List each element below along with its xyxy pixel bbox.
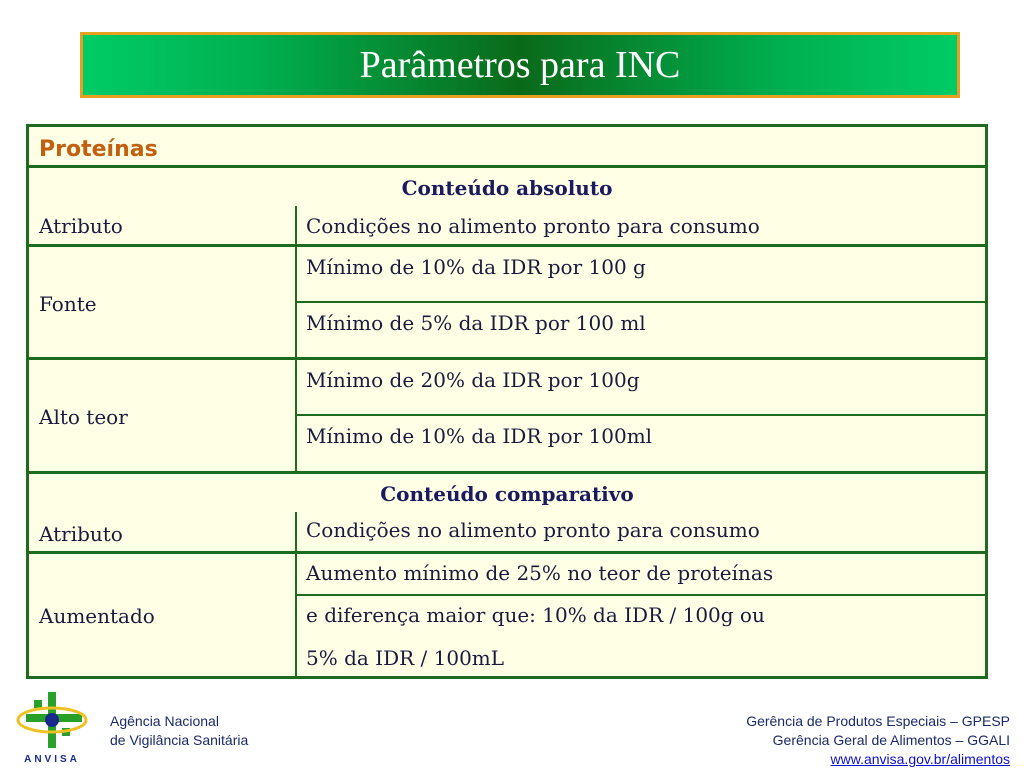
table-header-proteinas: Proteínas xyxy=(39,137,158,162)
aumentado-line2: e diferença maior que: 10% da IDR / 100g ou xyxy=(306,603,765,627)
aumentado-line1: Aumento mínimo de 25% no teor de proteínas xyxy=(306,561,774,585)
aumentado-line3: 5% da IDR / 100mL xyxy=(306,646,505,670)
alto-teor-row xyxy=(29,360,985,474)
column-divider xyxy=(295,206,297,244)
fonte-line2: Mínimo de 5% da IDR por 100 ml xyxy=(306,311,646,335)
row-divider xyxy=(295,414,985,416)
table-header-row xyxy=(29,127,985,168)
footer-management xyxy=(746,712,1010,769)
aumentado-row xyxy=(29,554,985,676)
fonte-label: Fonte xyxy=(39,292,97,316)
fonte-row xyxy=(29,247,985,360)
footer-agency-line2: de Vigilância Sanitária xyxy=(110,732,249,748)
row-divider xyxy=(295,594,985,596)
row-divider xyxy=(295,301,985,303)
page-title: Parâmetros para INC xyxy=(359,44,681,86)
attr-label: Atributo xyxy=(39,214,123,238)
column-divider xyxy=(295,512,297,551)
footer-agency-line1: Agência Nacional xyxy=(110,713,219,729)
section-comparative-heading: Conteúdo comparativo xyxy=(380,482,634,506)
title-banner xyxy=(80,32,960,98)
footer-website-link[interactable]: www.anvisa.gov.br/alimentos xyxy=(830,751,1010,767)
logo-text: ANVISA xyxy=(24,754,80,765)
aumentado-label: Aumentado xyxy=(39,604,155,628)
section-absolute-heading: Conteúdo absoluto xyxy=(401,176,613,200)
section-absolute xyxy=(29,168,985,247)
footer-right-line2: Gerência Geral de Alimentos – GGALI xyxy=(772,732,1010,748)
section-comparative xyxy=(29,474,985,554)
fonte-line1: Mínimo de 10% da IDR por 100 g xyxy=(306,255,646,279)
footer-agency xyxy=(110,712,248,750)
column-divider xyxy=(295,554,297,676)
anvisa-logo xyxy=(12,690,98,766)
alto-teor-label: Alto teor xyxy=(39,405,128,429)
footer-right-line1: Gerência de Produtos Especiais – GPESP xyxy=(746,713,1010,729)
attr-value: Condições no alimento pronto para consumo xyxy=(306,214,760,238)
alto-teor-line2: Mínimo de 10% da IDR por 100ml xyxy=(306,424,653,448)
attr-label-2: Atributo xyxy=(39,522,123,546)
attr-value-2: Condições no alimento pronto para consumo xyxy=(306,518,760,542)
parameters-table xyxy=(26,124,988,679)
alto-teor-line1: Mínimo de 20% da IDR por 100g xyxy=(306,368,640,392)
